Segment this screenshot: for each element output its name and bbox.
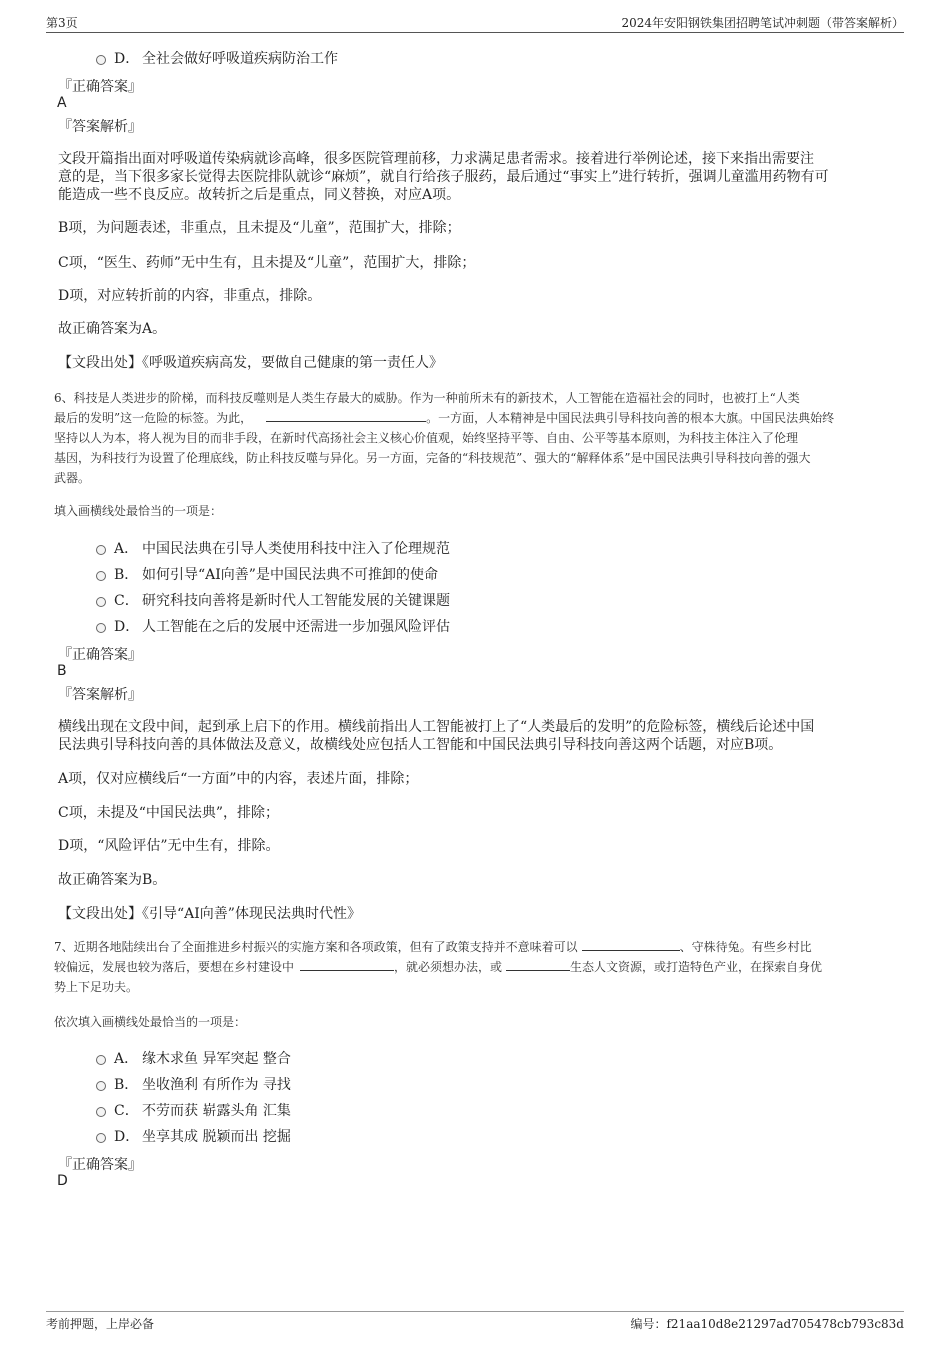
q7-answer-label: 『正确答案』 [58,1157,142,1173]
q6-analysis-label: 『答案解析』 [58,687,142,703]
q6-option-a[interactable]: A． 中国民法典在引导人类使用科技中注入了伦理规范 [96,538,450,558]
q6-stem: 6、科技是人类进步的阶梯，而科技反噬则是人类生存最大的威胁。作为一种前所未有的新技术，人工智能在造福社会的同时，也被打上“人类 最后的发明”这一危险的标签。为此， 。一方面，人本精神是中国民法典引导科技向善的根本大旗。中国民法典始终 坚持以人为本，将人视为目的而非手段，在新时代高扬社会主义核心价值观，始终坚持平等、自由、公平等基本原则，为科技主体注入了伦理 基因，为科技行为设置了伦理底线，防止科技反噬与异化。另一方面，完备的“科技规范”、强大的“解释体系”是中国民法典引导科技向善的强大 武器。 [54,391,835,485]
q5-source: 【文段出处】《呼吸道疾病高发，要做自己健康的第一责任人》 [58,355,443,371]
page-footer [46,1311,904,1335]
q6-option-c[interactable]: C． 研究科技向善将是新时代人工智能发展的关键课题 [96,590,450,610]
q5-answer: A [57,95,67,111]
radio-icon[interactable] [96,55,106,65]
fill-blank [582,938,680,951]
q6-analysis-d: D项，“风险评估”无中生有，排除。 [58,838,280,854]
radio-icon[interactable] [96,1107,106,1117]
radio-icon[interactable] [96,623,106,633]
fill-blank [506,958,570,971]
radio-icon[interactable] [96,597,106,607]
q7-option-d[interactable]: D． 坐享其成 脱颖而出 挖掘 [96,1126,291,1146]
q6-source: 【文段出处】《引导“AI向善”体现民法典时代性》 [58,906,361,922]
q7-prompt: 依次填入画横线处最恰当的一项是： [54,1015,247,1029]
q7-option-b[interactable]: B． 坐收渔利 有所作为 寻找 [96,1074,291,1094]
q5-analysis-paragraph: 文段开篇指出面对呼吸道传染病就诊高峰，很多医院管理前移，力求满足患者需求。接着进行举例论述，接下来指出需要注 意的是，当下很多家长觉得去医院排队就诊“麻烦”，就自行给孩子服药，最后通过“事实上”进行转折，强调儿童滥用药物有可 能造成一些不良反应。故转折之后是重点，同义替换，对应A项。 [58,151,829,203]
q7-stem: 7、近期各地陆续出台了全面推进乡村振兴的实施方案和各项政策，但有了政策支持并不意味着可以 、守株待兔。有些乡村比 较偏远，发展也较为落后，要想在乡村建设中 ，就必须想办法，或 生态人文资源，或打造特色产业，在探索自身优 势上下足功夫。 [54,940,823,994]
q6-option-b[interactable]: B． 如何引导“AI向善”是中国民法典不可推卸的使命 [96,564,438,584]
radio-icon[interactable] [96,1081,106,1091]
fill-blank [300,958,394,971]
q7-answer: D [57,1173,68,1189]
fill-blank [266,409,426,422]
q7-option-a[interactable]: A． 缘木求鱼 异军突起 整合 [96,1048,291,1068]
q6-analysis-paragraph: 横线出现在文段中间，起到承上启下的作用。横线前指出人工智能被打上了“人类最后的发明”的危险标签，横线后论述中国 民法典引导科技向善的具体做法及意义，故横线处应包括人工智能和中国民法典引导科技向善这两个话题，对应B项。 [58,719,815,753]
radio-icon[interactable] [96,1055,106,1065]
page-header [46,14,904,33]
q5-analysis-d: D项，对应转折前的内容，非重点，排除。 [58,288,322,304]
q6-answer: B [57,663,67,679]
q6-conclusion: 故正确答案为B。 [58,872,167,888]
q5-analysis-label: 『答案解析』 [58,119,142,135]
footer-slogan: 考前押题，上岸必备 [46,1317,155,1331]
q6-answer-label: 『正确答案』 [58,647,142,663]
radio-icon[interactable] [96,1133,106,1143]
q5-option-d[interactable]: D． 全社会做好呼吸道疾病防治工作 [96,48,338,68]
q6-prompt: 填入画横线处最恰当的一项是： [54,504,223,518]
document-title: 2024年安阳钢铁集团招聘笔试冲刺题（带答案解析） [621,16,904,30]
radio-icon[interactable] [96,545,106,555]
q7-option-c[interactable]: C． 不劳而获 崭露头角 汇集 [96,1100,291,1120]
q6-analysis-c: C项，未提及“中国民法典”，排除； [58,805,280,821]
page-number: 第3页 [46,16,78,30]
q6-option-d[interactable]: D． 人工智能在之后的发展中还需进一步加强风险评估 [96,616,450,636]
q6-analysis-a: A项，仅对应横线后“一方面”中的内容，表述片面，排除； [58,771,419,787]
document-code: 编号：f21aa10d8e21297ad705478cb793c83d [630,1317,904,1331]
q5-conclusion: 故正确答案为A。 [58,321,167,337]
q5-analysis-b: B项，为问题表述，非重点，且未提及“儿童”，范围扩大，排除； [58,220,461,236]
radio-icon[interactable] [96,571,106,581]
q5-analysis-c: C项，“医生、药师”无中生有，且未提及“儿童”，范围扩大，排除； [58,255,476,271]
q5-answer-label: 『正确答案』 [58,79,142,95]
